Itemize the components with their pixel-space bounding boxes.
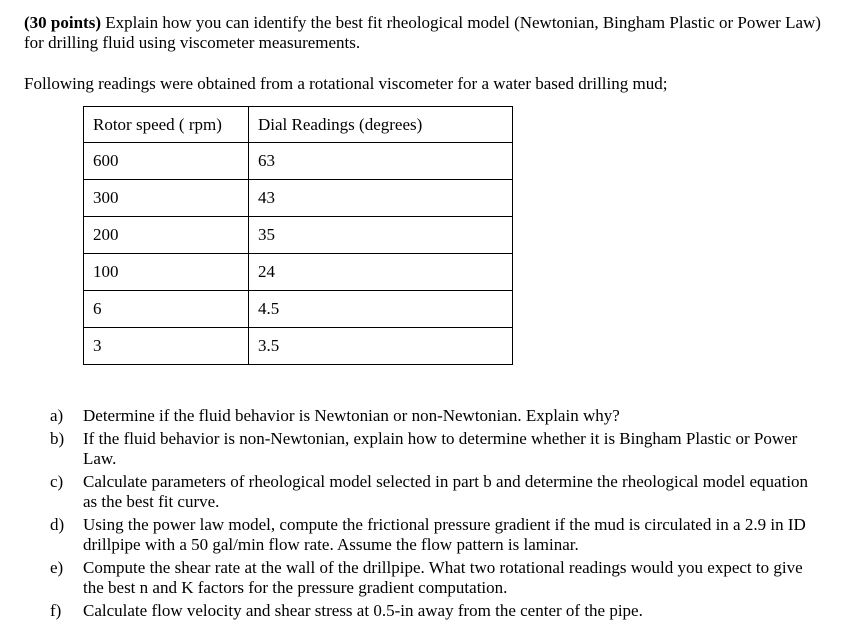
dial-reading-cell: 4.5 <box>249 291 513 328</box>
rotor-speed-cell: 3 <box>84 328 249 365</box>
dial-reading-cell: 35 <box>249 217 513 254</box>
table-row <box>84 180 513 217</box>
list-item <box>50 601 820 621</box>
table-row <box>84 143 513 180</box>
rotor-speed-cell: 100 <box>84 254 249 291</box>
problem-text: Explain how you can identify the best fit rheological model (Newtonian, Bingham Plastic or Power Law) for drilling fluid using viscometer measurements. <box>24 13 821 52</box>
readings-lead-text: Following readings were obtained from a rotational viscometer for a water based drilling mud; <box>24 74 668 93</box>
problem-statement <box>24 13 839 53</box>
question-marker: f) <box>50 601 62 620</box>
table-row <box>84 217 513 254</box>
list-item <box>50 558 820 598</box>
viscometer-readings-table <box>83 106 513 365</box>
rotor-speed-header: Rotor speed ( rpm) <box>84 107 249 143</box>
question-text: Compute the shear rate at the wall of the drillpipe. What two rotational readings would you expect to give the best n and K factors for the pressure gradient computation. <box>83 558 803 597</box>
list-item <box>50 515 820 555</box>
dial-reading-cell: 63 <box>249 143 513 180</box>
question-marker: d) <box>50 515 65 534</box>
question-marker: e) <box>50 558 64 577</box>
question-marker: a) <box>50 406 64 425</box>
dial-reading-cell: 43 <box>249 180 513 217</box>
list-item <box>50 472 820 512</box>
dial-reading-cell: 24 <box>249 254 513 291</box>
dial-readings-header: Dial Readings (degrees) <box>249 107 513 143</box>
rotor-speed-cell: 600 <box>84 143 249 180</box>
points-label: (30 points) <box>24 13 101 32</box>
table-row <box>84 328 513 365</box>
table-row <box>84 254 513 291</box>
question-text: Calculate parameters of rheological model selected in part b and determine the rheological model equation as the best fit curve. <box>83 472 809 511</box>
rotor-speed-cell: 6 <box>84 291 249 328</box>
question-marker: b) <box>50 429 65 448</box>
rotor-speed-cell: 300 <box>84 180 249 217</box>
question-marker: c) <box>50 472 64 491</box>
question-text: Using the power law model, compute the frictional pressure gradient if the mud is circulated in a 2.9 in ID drillpipe with a 50 gal/min flow rate. Assume the flow pattern is laminar. <box>83 515 806 554</box>
question-list <box>50 406 820 624</box>
question-text: Determine if the fluid behavior is Newtonian or non-Newtonian. Explain why? <box>83 406 620 425</box>
list-item <box>50 429 820 469</box>
dial-reading-cell: 3.5 <box>249 328 513 365</box>
table-header-row <box>84 107 513 143</box>
rotor-speed-cell: 200 <box>84 217 249 254</box>
table-row <box>84 291 513 328</box>
question-text: If the fluid behavior is non-Newtonian, explain how to determine whether it is Bingham Plastic or Power Law. <box>83 429 798 468</box>
question-text: Calculate flow velocity and shear stress at 0.5-in away from the center of the pipe. <box>83 601 643 620</box>
list-item <box>50 406 820 426</box>
